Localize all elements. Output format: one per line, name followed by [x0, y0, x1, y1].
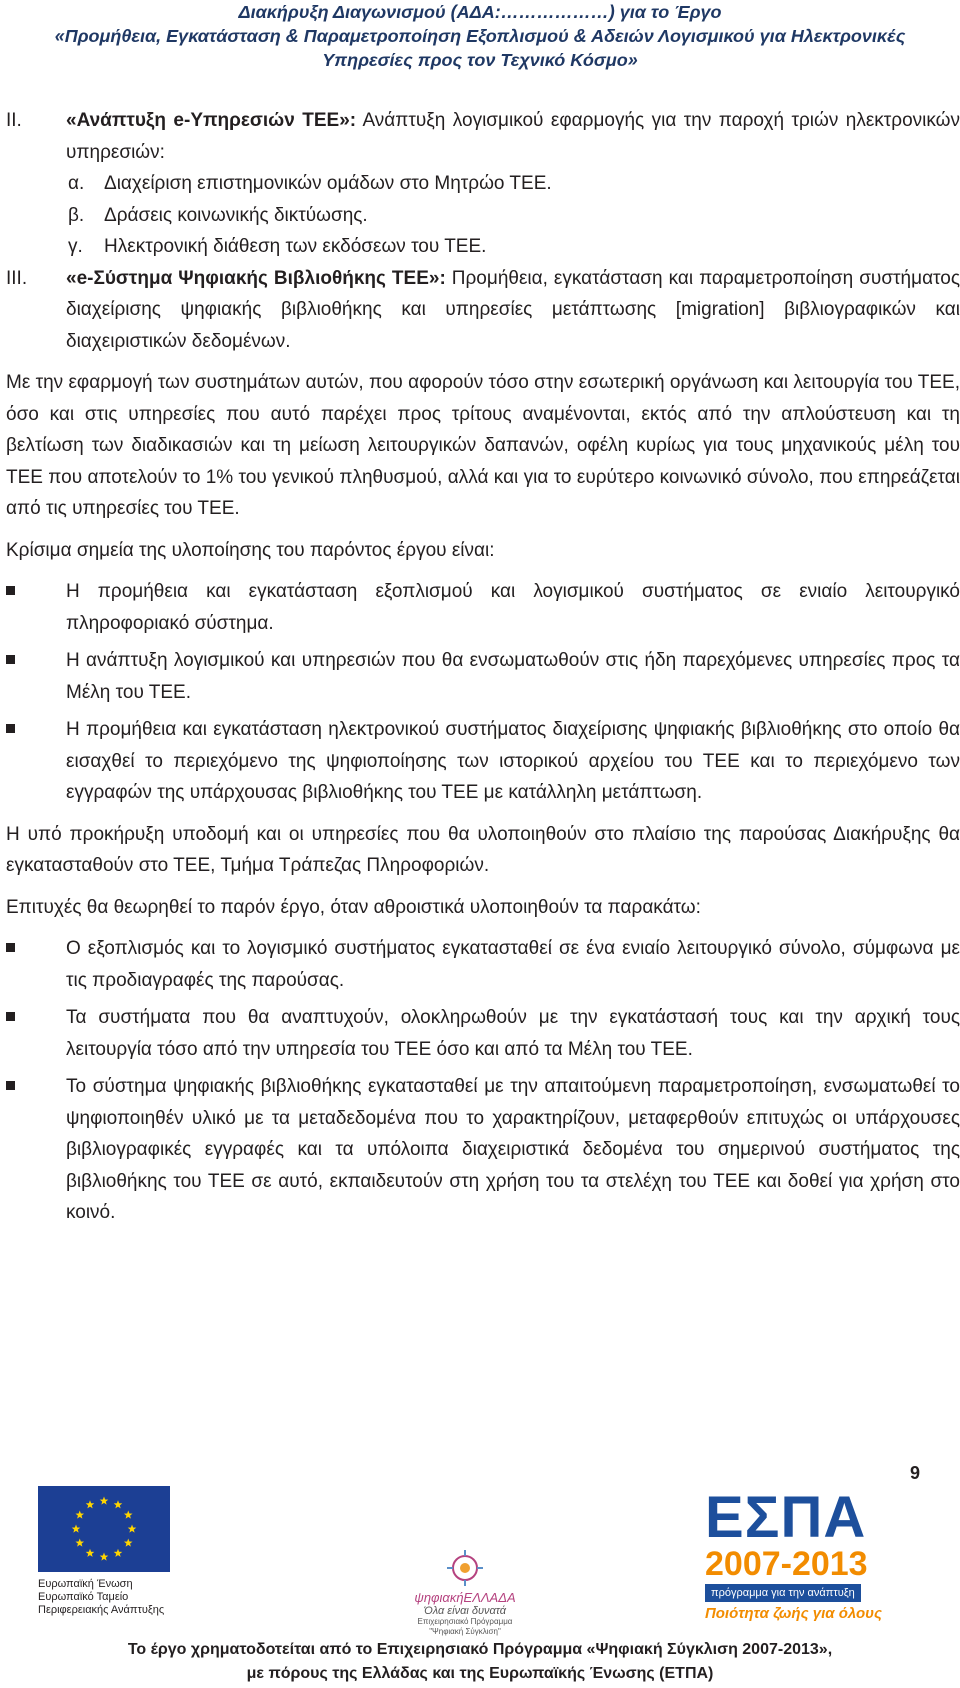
- sub-item: [6, 231, 960, 263]
- eu-text-line: Ευρωπαϊκή Ένωση: [38, 1578, 133, 1590]
- list-item-text: Τα συστήματα που θα αναπτυχούν, ολοκληρωθούν με την εγκατάστασή τους και την αρχική τους λειτουργία τόσο από την υπηρεσία του ΤΕΕ όσο και από τα Μέλη του ΤΕΕ.: [66, 1007, 960, 1060]
- espa-bar: πρόγραμμα για την ανάπτυξη: [705, 1584, 861, 1602]
- header-line-3: Υπηρεσίες προς τον Τεχνικό Κόσμο»: [322, 50, 638, 70]
- eu-star-icon: [86, 1500, 95, 1508]
- eu-star-icon: [100, 1553, 109, 1561]
- eu-text-line: Ευρωπαϊκό Ταμείο: [38, 1591, 129, 1603]
- bullet-square-icon: [6, 586, 15, 595]
- document-body: [6, 105, 960, 1235]
- eu-star-icon: [124, 1539, 133, 1547]
- eu-text-line: Περιφερειακής Ανάπτυξης: [38, 1604, 165, 1616]
- espa-logo: [705, 1485, 935, 1622]
- success-criteria-list: [6, 933, 960, 1229]
- footer: [0, 1638, 960, 1686]
- eu-logo: [30, 1486, 175, 1617]
- dg-slogan: Όλα είναι δυνατά: [423, 1605, 507, 1617]
- section-title: «e-Σύστημα Ψηφιακής Βιβλιοθήκης ΤΕΕ»:: [66, 267, 446, 289]
- bullet-square-icon: [6, 1081, 15, 1090]
- sub-item: [6, 200, 960, 232]
- section-text: Ανάπτυξη λογισμικού εφαρμογής για την παροχή τριών ηλεκτρονικών υπηρεσιών:: [66, 110, 960, 163]
- header-line-1: Διακήρυξη Διαγωνισμού (ΑΔΑ:………………) για το Έργο: [238, 2, 722, 22]
- section-numeral: II.: [6, 110, 22, 131]
- list-item-text: Η προμήθεια και εγκατάσταση εξοπλισμού και λογισμικού συστήματος σε ενιαίο λειτουργικό πληροφοριακό σύστημα.: [66, 581, 960, 634]
- digital-greece-logo: [395, 1548, 535, 1637]
- bullet-square-icon: [6, 943, 15, 952]
- list-item-text: Ο εξοπλισμός και το λογισμικό συστήματος εγκατασταθεί σε ένα ενιαίο λειτουργικό σύνολο, σύμφωνα με τις προδιαγραφές της παρούσας.: [66, 938, 960, 991]
- section-title: «Ανάπτυξη e-Υπηρεσιών ΤΕΕ»:: [66, 110, 357, 131]
- sub-item: [6, 168, 960, 200]
- footer-line-1: Το έργο χρηματοδοτείται από το Επιχειρησιακό Πρόγραμμα «Ψηφιακή Σύγκλιση 2007-2013»,: [127, 1641, 833, 1658]
- eu-star-icon: [86, 1549, 95, 1557]
- bullet-square-icon: [6, 1012, 15, 1021]
- espa-title: ΕΣΠΑ: [705, 1485, 867, 1550]
- espa-years: 2007-2013: [705, 1545, 868, 1583]
- eu-star-icon: [114, 1549, 123, 1557]
- eu-star-icon: [72, 1525, 81, 1533]
- digital-greece-mark-icon: [435, 1548, 495, 1588]
- paragraph-infrastructure: Η υπό προκήρυξη υποδομή και οι υπηρεσίες που θα υλοποιηθούν στο πλαίσιο της παρούσας Διακήρυξης θα εγκατασταθούν στο ΤΕΕ, Τμήμα Τράπεζας Πληροφοριών.: [6, 823, 960, 876]
- section-numeral: III.: [6, 267, 28, 289]
- list-item: [6, 714, 960, 809]
- header-line-2: «Προμήθεια, Εγκατάσταση & Παραμετροποίηση Εξοπλισμού & Αδειών Λογισμικού για Ηλεκτρονικές: [54, 26, 906, 46]
- list-item: [6, 1002, 960, 1065]
- eu-star-icon: [100, 1497, 109, 1505]
- eu-star-icon: [75, 1511, 84, 1519]
- bullet-square-icon: [6, 655, 15, 664]
- section-text: Προμήθεια, εγκατάσταση και παραμετροποίηση συστήματος διαχείρισης ψηφιακής βιβλιοθήκης και υπηρεσίες μετάπτωσης [migration] βιβλιογραφικών και διαχειριστικών δεδομένων.: [66, 267, 960, 352]
- paragraph-critical-points: Κρίσιμα σημεία της υλοποίησης του παρόντος έργου είναι:: [6, 539, 495, 561]
- list-item-text: Η προμήθεια και εγκατάσταση ηλεκτρονικού συστήματος διαχείρισης ψηφιακής βιβλιοθήκης στο οποίο θα εισαχθεί το περιεχόμενο της ψηφιοποίησης των ιστορικού αρχείου του ΤΕΕ και το περιεχόμενο των εγγραφών της υπάρχουσας βιβλιοθήκης του ΤΕΕ με κατάλληλη μετάπτωση.: [66, 719, 960, 803]
- list-item: [6, 645, 960, 708]
- eu-star-icon: [124, 1511, 133, 1519]
- list-item: [6, 1071, 960, 1229]
- eu-star-icon: [128, 1525, 137, 1533]
- eu-flag-icon: [38, 1486, 170, 1572]
- section-iii: [6, 263, 960, 358]
- sub-item-text: Διαχείριση επιστημονικών ομάδων στο Μητρώο ΤΕΕ.: [104, 173, 552, 194]
- sub-item-text: Ηλεκτρονική διάθεση των εκδόσεων του ΤΕΕ.: [104, 236, 487, 257]
- list-item-text: Το σύστημα ψηφιακής βιβλιοθήκης εγκατασταθεί με την απαιτούμενη παραμετροποίηση, ενσωματωθεί το ψηφιοποιηθέν υλικό με τα μεταδεδομένα που το χαρακτηρίζουν, μεταφερθούν επιτυχώς οι υπάρχουσες βιβλιογραφικές εγγραφές και τα υπόλοιπα διαχειριστικά δεδομένα του σημερινού συστήματος της βιβλιοθήκης του ΤΕΕ σε αυτό, εκπαιδευτούν στη χρήση του τα στελέχη του ΤΕΕ και δοθεί για χρήση στο κοινό.: [66, 1076, 960, 1223]
- eu-star-icon: [75, 1539, 84, 1547]
- list-item: [6, 933, 960, 996]
- eu-star-icon: [114, 1500, 123, 1508]
- sub-item-letter: β.: [68, 204, 85, 226]
- paragraph-benefits: Με την εφαρμογή των συστημάτων αυτών, που αφορούν τόσο στην εσωτερική οργάνωση και λειτουργία του ΤΕΕ, όσο και στις υπηρεσίες που αυτό παρέχει προς τρίτους αναμένονται, εκτός από την απλούστευση και τη βελτίωση των διαδικασιών και τη μείωση λειτουργικών δαπανών, οφέλη κυρίως για τους μηχανικούς μέλη του ΤΕΕ που αποτελούν το 1% του γενικού πληθυσμού, αλλά και για το ευρύτερο κοινωνικό σύνολο, που επηρεάζεται από τις υπηρεσίες του ΤΕΕ.: [6, 372, 960, 519]
- list-item-text: Η ανάπτυξη λογισμικού και υπηρεσιών που θα ενσωματωθούν στις ήδη παρεχόμενες υπηρεσίες προς τα Μέλη του ΤΕΕ.: [66, 650, 960, 703]
- sub-item-text: Δράσεις κοινωνικής δικτύωσης.: [104, 204, 368, 226]
- sub-item-letter: γ.: [68, 236, 83, 257]
- paragraph-success: Επιτυχές θα θεωρηθεί το παρόν έργο, όταν αθροιστικά υλοποιηθούν τα παρακάτω:: [6, 896, 701, 918]
- bullet-square-icon: [6, 724, 15, 733]
- document-header: [0, 0, 960, 72]
- critical-points-list: [6, 576, 960, 809]
- eu-logo-text: [30, 1578, 175, 1617]
- footer-line-2: με πόρους της Ελλάδας και της Ευρωπαϊκής Ένωσης (ΕΤΠΑ): [246, 1665, 714, 1682]
- dg-sub: Επιχειρησιακό Πρόγραμμα: [417, 1617, 513, 1626]
- page-number: 9: [910, 1463, 921, 1483]
- dg-sub: "Ψηφιακή Σύγκλιση": [429, 1627, 501, 1636]
- dg-name: ψηφιακήΕΛΛΑΔΑ: [414, 1590, 516, 1605]
- list-item: [6, 576, 960, 639]
- section-ii: [6, 105, 960, 168]
- sub-item-letter: α.: [68, 173, 85, 194]
- espa-quality: Ποιότητα ζωής για όλους: [705, 1605, 883, 1622]
